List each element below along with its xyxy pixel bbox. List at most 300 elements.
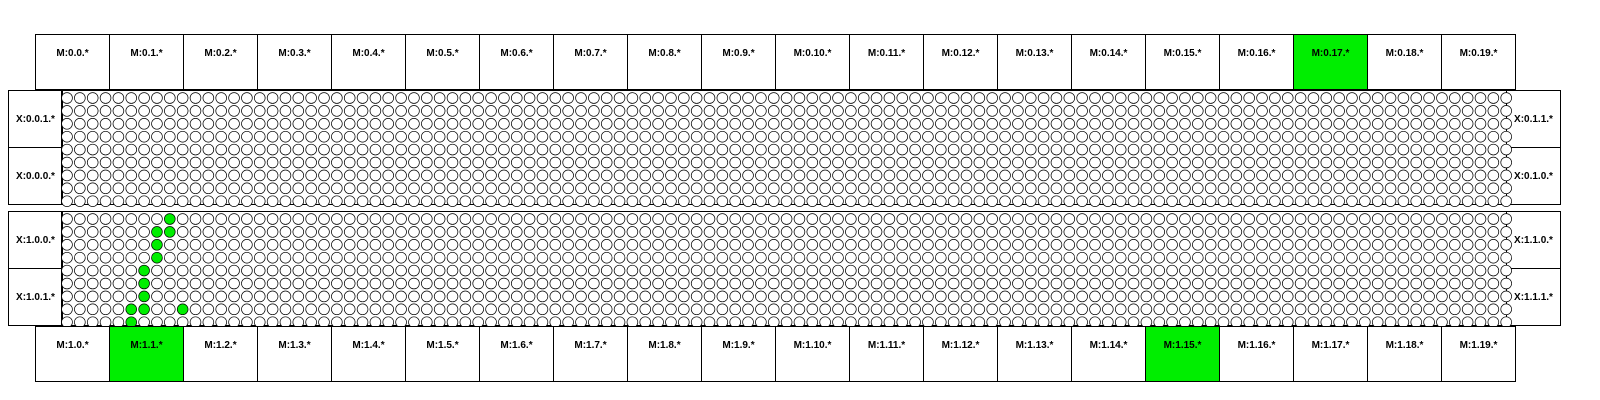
node xyxy=(1102,183,1113,194)
node xyxy=(190,106,201,117)
node xyxy=(1231,93,1242,104)
module-cell[interactable]: M:1.12.* xyxy=(923,326,998,382)
node xyxy=(74,278,85,289)
node xyxy=(1424,265,1435,276)
module-cell[interactable]: M:0.11.* xyxy=(849,34,924,90)
node xyxy=(987,239,998,250)
node xyxy=(1128,214,1139,225)
node xyxy=(1205,214,1216,225)
node xyxy=(1180,227,1191,238)
node xyxy=(203,131,214,142)
node xyxy=(164,157,175,168)
node xyxy=(1308,252,1319,263)
node xyxy=(704,265,715,276)
node xyxy=(409,157,420,168)
node xyxy=(1102,93,1113,104)
node xyxy=(1270,144,1281,155)
module-cell[interactable]: M:1.4.* xyxy=(331,326,406,382)
node xyxy=(807,170,818,181)
node xyxy=(139,106,150,117)
node xyxy=(948,93,959,104)
node xyxy=(1308,93,1319,104)
node xyxy=(897,252,908,263)
node xyxy=(974,252,985,263)
module-cell[interactable]: M:1.10.* xyxy=(775,326,850,382)
node xyxy=(1064,291,1075,302)
node xyxy=(961,265,972,276)
node xyxy=(1359,252,1370,263)
node xyxy=(1475,106,1486,117)
node xyxy=(1372,196,1383,207)
node xyxy=(1231,265,1242,276)
module-cell[interactable]: M:0.17.* xyxy=(1293,34,1368,90)
node xyxy=(447,265,458,276)
node xyxy=(1167,278,1178,289)
crossbar-label[interactable]: X:0.0.1.* xyxy=(8,90,63,148)
node xyxy=(1257,131,1268,142)
module-cell[interactable]: M:1.8.* xyxy=(627,326,702,382)
node xyxy=(1488,106,1499,117)
node xyxy=(1244,106,1255,117)
node xyxy=(203,106,214,117)
node xyxy=(306,157,317,168)
module-cell[interactable]: M:0.19.* xyxy=(1441,34,1516,90)
node xyxy=(1090,265,1101,276)
node xyxy=(1167,106,1178,117)
node xyxy=(1000,196,1011,207)
node xyxy=(74,239,85,250)
node xyxy=(229,214,240,225)
module-cell[interactable]: M:0.18.* xyxy=(1367,34,1442,90)
node xyxy=(884,118,895,129)
node xyxy=(1192,239,1203,250)
module-cell[interactable]: M:1.14.* xyxy=(1071,326,1146,382)
node xyxy=(1359,265,1370,276)
node xyxy=(396,157,407,168)
node xyxy=(1000,265,1011,276)
crossbar-label[interactable]: X:1.1.1.* xyxy=(1506,268,1561,326)
node xyxy=(499,304,510,315)
node xyxy=(653,170,664,181)
node xyxy=(1437,106,1448,117)
node xyxy=(1488,304,1499,315)
node xyxy=(383,118,394,129)
node xyxy=(486,144,497,155)
node xyxy=(1244,214,1255,225)
node xyxy=(833,304,844,315)
node xyxy=(1372,118,1383,129)
node xyxy=(1025,170,1036,181)
node xyxy=(961,157,972,168)
node xyxy=(537,170,548,181)
module-cell[interactable]: M:0.14.* xyxy=(1071,34,1146,90)
node xyxy=(242,183,253,194)
module-cell[interactable]: M:0.1.* xyxy=(109,34,184,90)
node xyxy=(1398,304,1409,315)
node xyxy=(1372,227,1383,238)
module-cell[interactable]: M:0.10.* xyxy=(775,34,850,90)
node xyxy=(601,252,612,263)
node xyxy=(1475,144,1486,155)
module-cell[interactable]: M:0.16.* xyxy=(1219,34,1294,90)
node xyxy=(730,291,741,302)
node xyxy=(1244,265,1255,276)
node xyxy=(113,265,124,276)
node xyxy=(1270,291,1281,302)
crossbar-label[interactable]: X:1.0.0.* xyxy=(8,211,63,269)
module-cell[interactable]: M:0.7.* xyxy=(553,34,628,90)
node xyxy=(1013,252,1024,263)
node xyxy=(884,93,895,104)
node xyxy=(1270,304,1281,315)
node xyxy=(845,118,856,129)
node xyxy=(794,93,805,104)
node xyxy=(421,304,432,315)
node xyxy=(1231,183,1242,194)
node xyxy=(126,291,137,302)
node xyxy=(653,239,664,250)
node xyxy=(1025,304,1036,315)
node xyxy=(383,214,394,225)
node xyxy=(177,93,188,104)
node xyxy=(627,106,638,117)
node xyxy=(1424,131,1435,142)
node xyxy=(781,118,792,129)
node xyxy=(1295,93,1306,104)
node xyxy=(1475,118,1486,129)
node xyxy=(614,304,625,315)
node xyxy=(434,131,445,142)
module-cell[interactable]: M:1.5.* xyxy=(405,326,480,382)
node xyxy=(1462,239,1473,250)
node xyxy=(563,93,574,104)
node xyxy=(1385,239,1396,250)
node xyxy=(164,93,175,104)
node xyxy=(1025,183,1036,194)
node xyxy=(1398,118,1409,129)
node xyxy=(923,93,934,104)
node xyxy=(383,265,394,276)
node xyxy=(1347,291,1358,302)
node xyxy=(1205,131,1216,142)
module-cell[interactable]: M:1.13.* xyxy=(997,326,1072,382)
node xyxy=(563,106,574,117)
node xyxy=(1321,227,1332,238)
node xyxy=(910,157,921,168)
module-cell[interactable]: M:1.16.* xyxy=(1219,326,1294,382)
node xyxy=(1077,304,1088,315)
node xyxy=(1449,239,1460,250)
module-cell[interactable]: M:1.17.* xyxy=(1293,326,1368,382)
node xyxy=(1077,291,1088,302)
node xyxy=(897,239,908,250)
node xyxy=(113,252,124,263)
node xyxy=(614,118,625,129)
node xyxy=(1347,131,1358,142)
node xyxy=(614,106,625,117)
node xyxy=(1102,304,1113,315)
node xyxy=(730,157,741,168)
node xyxy=(666,252,677,263)
node xyxy=(627,304,638,315)
node xyxy=(409,196,420,207)
node xyxy=(537,304,548,315)
node xyxy=(884,170,895,181)
node xyxy=(756,239,767,250)
node xyxy=(1128,157,1139,168)
node xyxy=(756,265,767,276)
node xyxy=(640,106,651,117)
node xyxy=(331,291,342,302)
node xyxy=(1462,131,1473,142)
node xyxy=(62,157,73,168)
node xyxy=(820,239,831,250)
module-cell[interactable]: M:0.2.* xyxy=(183,34,258,90)
node xyxy=(62,118,73,129)
module-cell[interactable]: M:1.0.* xyxy=(35,326,110,382)
node xyxy=(756,304,767,315)
module-cell[interactable]: M:1.2.* xyxy=(183,326,258,382)
module-cell[interactable]: M:0.13.* xyxy=(997,34,1072,90)
node xyxy=(1013,304,1024,315)
module-cell[interactable]: M:0.5.* xyxy=(405,34,480,90)
node xyxy=(1038,93,1049,104)
node xyxy=(1308,170,1319,181)
node xyxy=(421,214,432,225)
node xyxy=(113,118,124,129)
node xyxy=(640,239,651,250)
node xyxy=(87,265,98,276)
node xyxy=(1090,144,1101,155)
node xyxy=(871,239,882,250)
node xyxy=(409,265,420,276)
node xyxy=(537,265,548,276)
node xyxy=(1334,131,1345,142)
node xyxy=(871,214,882,225)
node xyxy=(460,144,471,155)
node xyxy=(100,265,111,276)
node xyxy=(1218,118,1229,129)
node xyxy=(987,304,998,315)
module-cell[interactable]: M:0.15.* xyxy=(1145,34,1220,90)
node xyxy=(1398,183,1409,194)
node xyxy=(768,144,779,155)
node xyxy=(717,278,728,289)
node xyxy=(511,252,522,263)
node xyxy=(293,227,304,238)
node xyxy=(640,196,651,207)
node xyxy=(1231,239,1242,250)
node xyxy=(858,304,869,315)
node xyxy=(614,227,625,238)
node xyxy=(1141,131,1152,142)
node xyxy=(242,214,253,225)
node xyxy=(794,144,805,155)
node xyxy=(74,93,85,104)
node xyxy=(524,227,535,238)
node xyxy=(293,278,304,289)
node xyxy=(640,291,651,302)
node xyxy=(306,265,317,276)
node xyxy=(1102,131,1113,142)
node xyxy=(447,214,458,225)
node xyxy=(357,278,368,289)
node xyxy=(576,157,587,168)
module-cell[interactable]: M:1.18.* xyxy=(1367,326,1442,382)
node xyxy=(1051,196,1062,207)
node xyxy=(1282,183,1293,194)
node xyxy=(1437,157,1448,168)
node xyxy=(190,157,201,168)
node xyxy=(743,265,754,276)
node xyxy=(1154,118,1165,129)
module-cell[interactable]: M:1.3.* xyxy=(257,326,332,382)
node xyxy=(447,144,458,155)
node xyxy=(1128,118,1139,129)
node xyxy=(768,252,779,263)
node xyxy=(203,291,214,302)
node xyxy=(190,214,201,225)
node xyxy=(897,170,908,181)
module-cell[interactable]: M:1.6.* xyxy=(479,326,554,382)
node xyxy=(190,131,201,142)
node xyxy=(1424,291,1435,302)
node xyxy=(1064,106,1075,117)
crossbar-label[interactable]: X:1.0.1.* xyxy=(8,268,63,326)
node xyxy=(1449,157,1460,168)
node xyxy=(152,304,163,315)
node xyxy=(126,278,137,289)
node xyxy=(113,291,124,302)
node xyxy=(666,106,677,117)
node xyxy=(781,278,792,289)
node xyxy=(563,170,574,181)
module-cell[interactable]: M:1.15.* xyxy=(1145,326,1220,382)
node xyxy=(678,239,689,250)
node xyxy=(987,106,998,117)
node xyxy=(1257,183,1268,194)
node xyxy=(781,265,792,276)
node xyxy=(1359,144,1370,155)
module-cell[interactable]: M:0.6.* xyxy=(479,34,554,90)
module-cell[interactable]: M:0.4.* xyxy=(331,34,406,90)
module-cell[interactable]: M:0.8.* xyxy=(627,34,702,90)
crossbar-label[interactable]: X:0.1.1.* xyxy=(1506,90,1561,148)
module-cell[interactable]: M:0.9.* xyxy=(701,34,776,90)
node xyxy=(152,214,163,225)
crossbar-label[interactable]: X:0.1.0.* xyxy=(1506,147,1561,205)
node xyxy=(473,304,484,315)
module-cell[interactable]: M:1.11.* xyxy=(849,326,924,382)
node xyxy=(511,131,522,142)
node xyxy=(164,291,175,302)
node xyxy=(1115,265,1126,276)
node xyxy=(653,157,664,168)
node xyxy=(678,93,689,104)
node xyxy=(203,278,214,289)
node xyxy=(884,196,895,207)
node xyxy=(511,106,522,117)
node xyxy=(614,144,625,155)
node xyxy=(421,239,432,250)
node xyxy=(948,278,959,289)
node xyxy=(409,227,420,238)
node xyxy=(1359,106,1370,117)
active-node xyxy=(152,227,163,238)
module-cell[interactable]: M:1.7.* xyxy=(553,326,628,382)
node xyxy=(653,183,664,194)
node xyxy=(1218,252,1229,263)
node xyxy=(421,291,432,302)
node xyxy=(1077,93,1088,104)
node xyxy=(1192,291,1203,302)
node xyxy=(499,278,510,289)
node xyxy=(113,278,124,289)
node xyxy=(164,252,175,263)
module-cell[interactable]: M:0.0.* xyxy=(35,34,110,90)
node xyxy=(1025,265,1036,276)
node xyxy=(370,265,381,276)
node xyxy=(499,106,510,117)
node xyxy=(1449,183,1460,194)
node xyxy=(987,196,998,207)
node xyxy=(871,93,882,104)
node xyxy=(1308,291,1319,302)
node xyxy=(1372,252,1383,263)
node xyxy=(409,239,420,250)
node xyxy=(1244,170,1255,181)
crossbar-label[interactable]: X:0.0.0.* xyxy=(8,147,63,205)
module-cell[interactable]: M:1.9.* xyxy=(701,326,776,382)
node xyxy=(203,214,214,225)
node xyxy=(409,252,420,263)
module-cell[interactable]: M:1.1.* xyxy=(109,326,184,382)
node xyxy=(331,278,342,289)
node xyxy=(1449,118,1460,129)
node xyxy=(820,131,831,142)
node xyxy=(1141,304,1152,315)
node xyxy=(678,252,689,263)
node xyxy=(331,93,342,104)
node xyxy=(473,93,484,104)
crossbar-label[interactable]: X:1.1.0.* xyxy=(1506,211,1561,269)
node xyxy=(935,93,946,104)
node xyxy=(344,227,355,238)
node xyxy=(1411,93,1422,104)
node xyxy=(1141,106,1152,117)
node xyxy=(1411,214,1422,225)
node xyxy=(87,157,98,168)
node xyxy=(1064,214,1075,225)
node xyxy=(139,239,150,250)
node xyxy=(588,106,599,117)
node xyxy=(1411,118,1422,129)
node xyxy=(1192,196,1203,207)
node xyxy=(897,157,908,168)
node xyxy=(100,157,111,168)
node xyxy=(460,157,471,168)
module-cell[interactable]: M:0.12.* xyxy=(923,34,998,90)
node xyxy=(730,214,741,225)
node xyxy=(897,265,908,276)
node xyxy=(601,131,612,142)
node xyxy=(640,93,651,104)
node xyxy=(781,144,792,155)
module-cell[interactable]: M:1.19.* xyxy=(1441,326,1516,382)
node xyxy=(242,144,253,155)
module-cell[interactable]: M:0.3.* xyxy=(257,34,332,90)
node xyxy=(421,227,432,238)
